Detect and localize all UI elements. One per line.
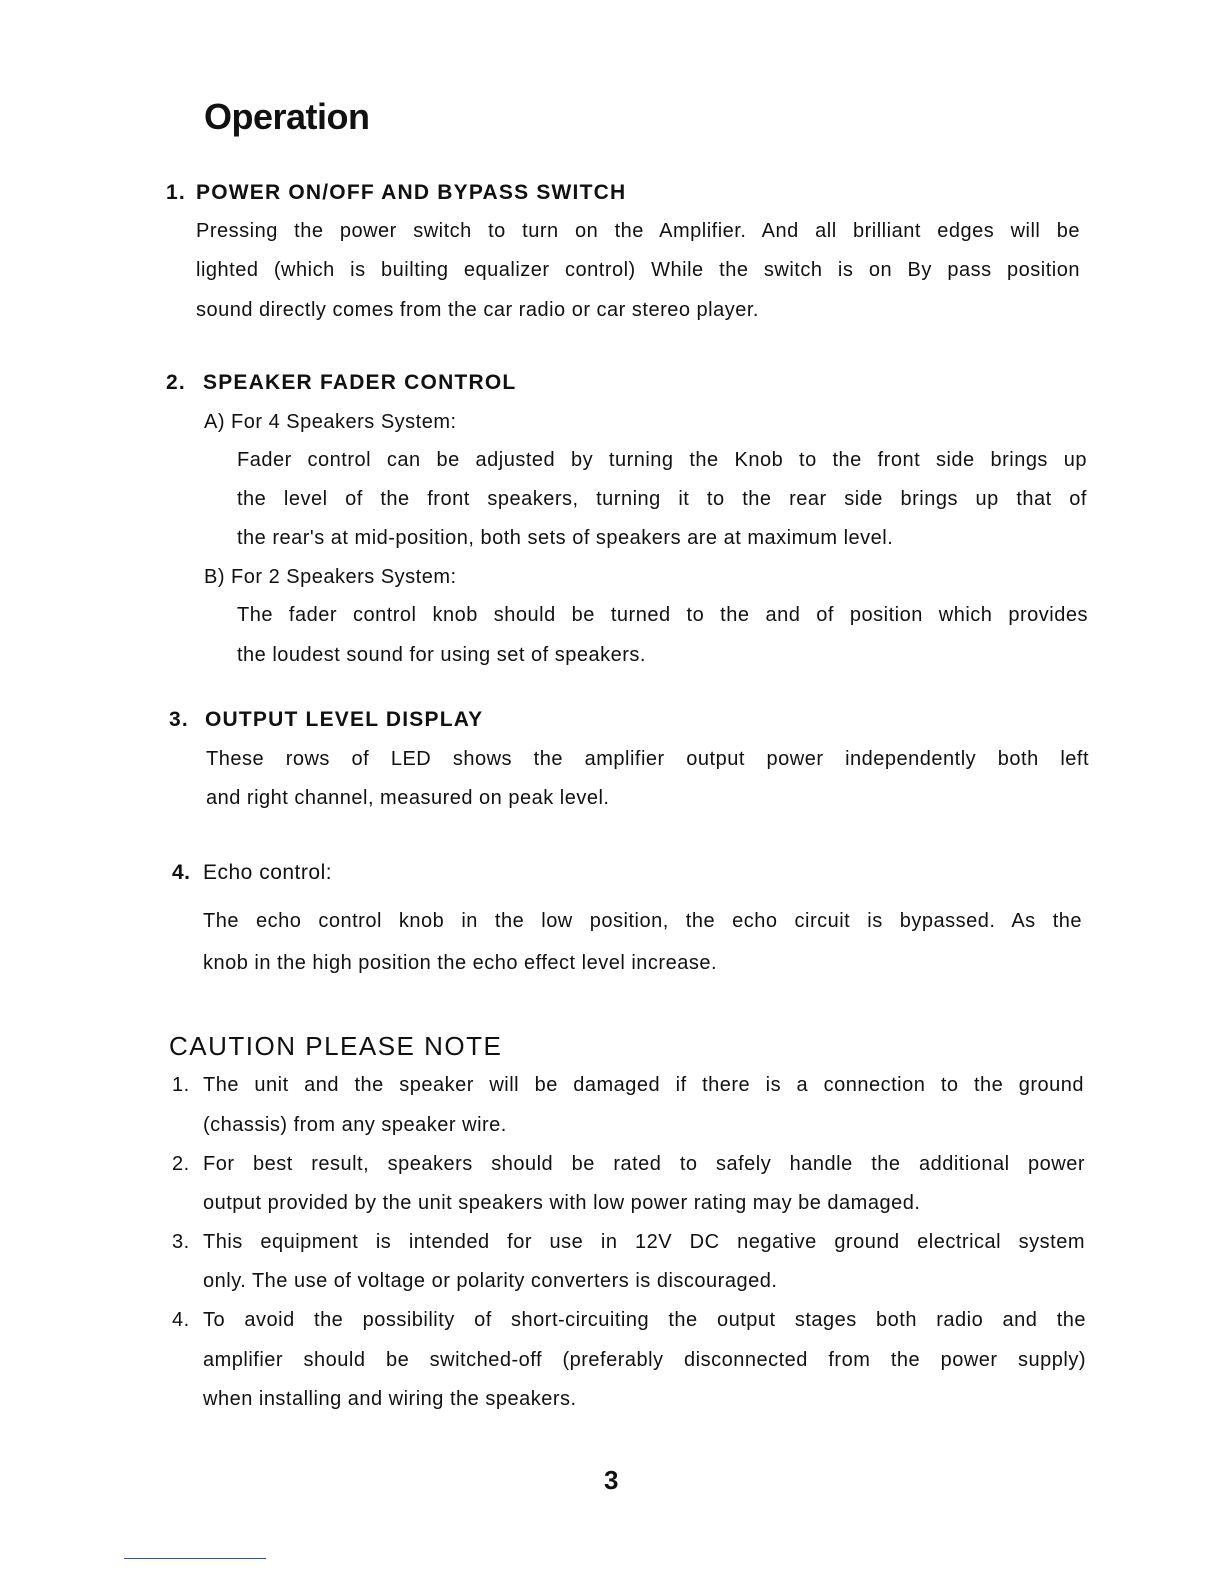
list-item-line: This equipment is intended for use in 12V DC negative ground electrical system (203, 1231, 1085, 1253)
section-heading: OUTPUT LEVEL DISPLAY (205, 708, 484, 731)
paragraph-line: and right channel, measured on peak level. (206, 787, 610, 809)
section-heading: POWER ON/OFF AND BYPASS SWITCH (196, 181, 627, 204)
paragraph-line: The echo control knob in the low position, the echo circuit is bypassed. As the (203, 910, 1082, 932)
paragraph-line: lighted (which is builting equalizer control) While the switch is on By pass position (196, 259, 1080, 281)
section-number: 3. (169, 708, 189, 731)
list-item-line: when installing and wiring the speakers. (203, 1388, 577, 1410)
paragraph-line: the level of the front speakers, turning it to the rear side brings up that of (237, 488, 1087, 510)
paragraph-line: the loudest sound for using set of speakers. (237, 644, 646, 666)
paragraph-line: sound directly comes from the car radio or car stereo player. (196, 299, 759, 321)
list-item-line: The unit and the speaker will be damaged if there is a connection to the ground (203, 1074, 1084, 1096)
section-number: 1. (166, 181, 186, 204)
section-heading: Echo control: (203, 861, 333, 884)
subsection-label: A) For 4 Speakers System: (204, 411, 457, 433)
list-item-line: only. The use of voltage or polarity converters is discouraged. (203, 1270, 778, 1292)
caution-heading: CAUTION PLEASE NOTE (169, 1031, 503, 1061)
list-item-line: To avoid the possibility of short-circuiting the output stages both radio and the (203, 1309, 1086, 1331)
paragraph-line: Fader control can be adjusted by turning the Knob to the front side brings up (237, 449, 1087, 471)
list-number: 1. (172, 1074, 190, 1096)
list-item-line: output provided by the unit speakers with low power rating may be damaged. (203, 1192, 921, 1214)
list-number: 2. (172, 1153, 190, 1175)
list-number: 3. (172, 1231, 190, 1253)
list-item-line: For best result, speakers should be rated to safely handle the additional power (203, 1153, 1085, 1175)
paragraph-line: knob in the high position the echo effect level increase. (203, 952, 718, 974)
paragraph-line: Pressing the power switch to turn on the Amplifier. And all brilliant edges will be (196, 220, 1080, 242)
page-number: 3 (604, 1465, 619, 1495)
page-title: Operation (204, 96, 370, 137)
paragraph-line: The fader control knob should be turned to the and of position which provides (237, 604, 1088, 626)
paragraph-line: the rear's at mid-position, both sets of speakers are at maximum level. (237, 527, 894, 549)
list-item-line: amplifier should be switched-off (preferably disconnected from the power supply) (203, 1349, 1086, 1371)
subsection-label: B) For 2 Speakers System: (204, 566, 457, 588)
list-number: 4. (172, 1309, 190, 1331)
section-heading: SPEAKER FADER CONTROL (203, 371, 517, 394)
section-number: 4. (172, 861, 191, 884)
footer-rule (124, 1558, 266, 1559)
list-item-line: (chassis) from any speaker wire. (203, 1114, 507, 1136)
paragraph-line: These rows of LED shows the amplifier output power independently both left (206, 748, 1089, 770)
section-number: 2. (166, 371, 186, 394)
